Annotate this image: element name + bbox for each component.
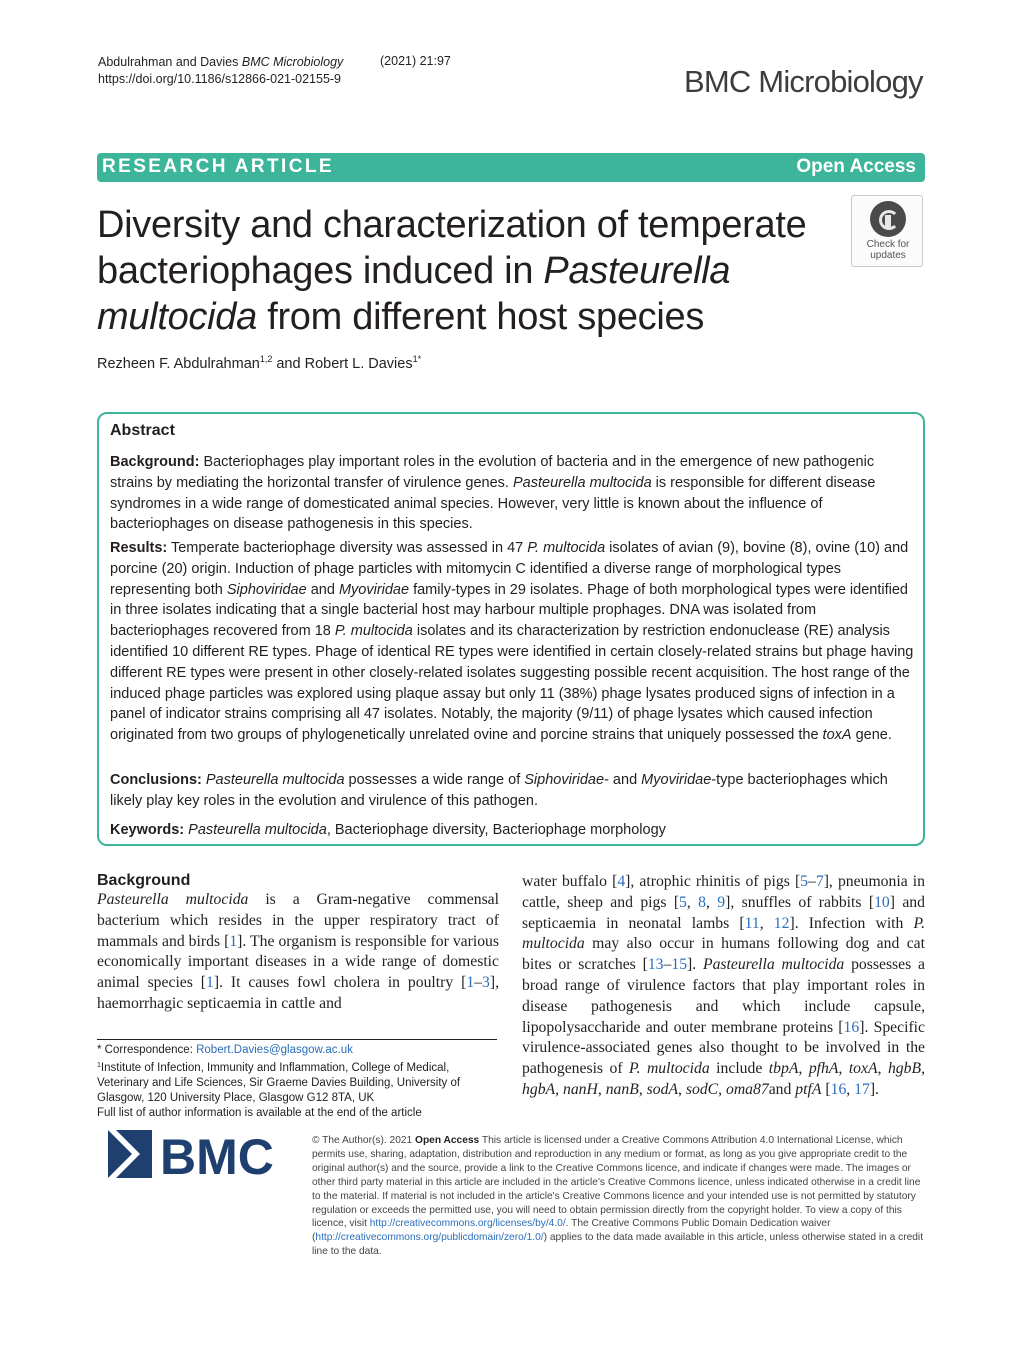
citation-link[interactable]: 7	[815, 873, 824, 890]
check-for-updates-badge[interactable]: Check for updates	[851, 195, 923, 267]
article-type: RESEARCH ARTICLE	[102, 156, 334, 177]
citation-link[interactable]: 15	[671, 956, 688, 974]
citation-link[interactable]: 3	[482, 974, 490, 992]
cc-by-license-link[interactable]: http://creativecommons.org/licenses/by/4.0/	[369, 1218, 566, 1230]
citation-link[interactable]: 1	[229, 932, 238, 950]
article-type-banner	[97, 153, 925, 182]
bmc-logo-text: BMC	[160, 1130, 274, 1178]
header-journal: BMC Microbiology	[241, 55, 344, 69]
header-year-volume: (2021) 21:97	[380, 54, 451, 68]
citation-link[interactable]: 16	[830, 1080, 847, 1098]
article-title: Diversity and characterization of temperate bacteriophages induced in Pasteurella multocida from different host species	[97, 204, 807, 338]
full-author-info-note: Full list of author information is available at the end of the article	[97, 1107, 422, 1119]
open-access-label: Open Access	[796, 156, 916, 177]
journal-logo: BMC Microbiology	[684, 64, 923, 99]
citation-link[interactable]: 1	[205, 974, 214, 992]
citation-link[interactable]: 5	[679, 893, 687, 911]
citation-link[interactable]: 4	[617, 873, 626, 890]
citation-link[interactable]: 5	[800, 873, 809, 890]
citation-link[interactable]: 1	[466, 974, 475, 992]
abstract-results: Results: Temperate bacteriophage diversity was assessed in 47 P. multocida isolates of avian (9), bovine (8), ovine (10) and porcine (20) origin. Induction of phage particles with mitomycin C identified a diverse range of morphological types representing both Siphoviridae and Myoviridae family-types in 29 isolates. Phage of both morphological types were identified in three isolates indicating that a single bacterial host may harbour multiple prophages. DNA was isolated from bacteriophages recovered from 18 P. multocida isolates and its characterization by restriction endonuclease (RE) analysis identified 10 different RE types. Phage of identical RE types were identified in certain closely-related strains but phage having different RE types were present in other closely-related isolates suggesting possible recent acquisition. The host range of the induced phage particles was explored using plaque assay but only 11 (38%) phage lysates produced signs of infection in a panel of indicator strains comprising all 47 isolates. Notably, the majority (9/11) of phage lysates which caused infection originated from two groups of phylogenetically unrelated ovine and porcine strains that uniquely possessed the toxA gene.	[110, 540, 914, 744]
citation-link[interactable]: 11	[744, 914, 760, 932]
citation-link[interactable]: 16	[843, 1018, 860, 1036]
section-title-background: Background	[97, 872, 191, 889]
header-authors: Abdulrahman and Davies	[98, 55, 239, 69]
license-statement: © The Author(s). 2021 Open Access This article is licensed under a Creative Commons Attribution 4.0 International License, which permits use, sharing, adaptation, distribution and reproduction in any medium or format, as long as you give appropriate credit to the original author(s) and the source, provide a link to the Creative Commons licence, and indicate if changes were made. The images or other third party material in this article are included in the article's Creative Commons licence, unless indicated otherwise in a credit line to the material. If material is not included in the article's Creative Commons licence and your intended use is not permitted by statutory regulation or exceeds the permitted use, you will need to obtain permission directly from the copyright holder. To view a copy of this licence, visit http://creativecommons.org/licenses/by/4.0/. The Creative Commons Public Domain Dedication waiver (http://creativecommons.org/publicdomain/zero/1.0/) applies to the data made available in this article, unless otherwise stated in a credit line to the data.	[312, 1135, 924, 1258]
header-doi[interactable]: https://doi.org/10.1186/s12866-021-02155-9	[98, 72, 342, 86]
author-list: Rezheen F. Abdulrahman$^{1,2}$ and Robert L. Davies$^{1*}$	[97, 354, 422, 372]
citation-link[interactable]: 9	[717, 893, 726, 911]
affiliation: $^1$Institute of Infection, Immunity and Inflammation, College of Medical, Veterinary and Life Sciences, Sir Graeme Davies Building, University of Glasgow, 120 University Place, Glasgow G12 8TA, UK	[97, 1062, 461, 1104]
running-header	[98, 54, 343, 88]
bmc-publisher-logo	[108, 1130, 288, 1178]
citation-link[interactable]: 10	[874, 893, 890, 911]
correspondence-email-link[interactable]: Robert.Davies@glasgow.ac.uk	[196, 1044, 353, 1056]
citation-link[interactable]: 13	[647, 956, 664, 974]
abstract-keywords: Keywords: Pasteurella multocida, Bacteriophage diversity, Bacteriophage morphology	[110, 822, 666, 838]
abstract-conclusions: Conclusions: Pasteurella multocida possesses a wide range of Siphoviridae- and Myoviridae-type bacteriophages which likely play key roles in the evolution and virulence of this pathogen.	[110, 772, 888, 809]
abstract-box	[97, 412, 925, 846]
citation-link[interactable]: 8	[698, 893, 707, 911]
abstract-background: Background: Bacteriophages play important roles in the evolution of bacteria and in the emergence of new pathogenic strains by mediating the horizontal transfer of virulence genes. Pasteurella multocida is responsible for different disease syndromes in a wide range of domesticated animal species. However, very little is known about the influence of bacteriophages on disease pathogenesis in this species.	[110, 454, 876, 533]
body-right-column: water buffalo [4], atrophic rhinitis of pigs [5–7], pneumonia in cattle, sheep and pigs [5, 8, 9], snuffles of rabbits [10] and septicaemia in neonatal lambs [11, 12]. Infection with P. multocida may also occur in humans following dog and cat bites or scratches [13–15]. Pasteurella multocida possesses a broad range of virulence factors that play important roles in disease pathogenesis and which include capsule, lipopolysaccharide and outer membrane proteins [16]. Specific virulence-associated genes also thought to be involved in the pathogenesis of P. multocida include tbpA, pfhA, toxA, hgbB, hgbA, nanH, nanB, sodA, sodC, oma87and ptfA [16, 17].	[522, 873, 926, 1098]
abstract-heading: Abstract	[110, 422, 175, 439]
check-for-updates-icon	[870, 201, 906, 237]
body-left-column: Pasteurella multocida is a Gram-negative commensal bacterium which resides in the upper respiratory tract of mammals and birds [1]. The organism is responsible for various economically important diseases in a wide range of domestic animal species [1]. It causes fowl cholera in poultry [1–3], haemorrhagic septicaemia in cattle and	[97, 891, 500, 1012]
footnote-divider	[97, 1039, 497, 1040]
footnotes: * Correspondence: Robert.Davies@glasgow.ac.uk $^1$Institute of Infection, Immunity and Inflammation, College of Medical, Veterinary and Life Sciences, Sir Graeme Davies Building, University of Glasgow, 120 University Place, Glasgow G12 8TA, UK Full list of author information is available at the end of the article	[97, 1043, 497, 1121]
citation-link[interactable]: 17	[854, 1080, 870, 1098]
cc0-waiver-link[interactable]: http://creativecommons.org/publicdomain/zero/1.0/	[315, 1232, 544, 1244]
citation-link[interactable]: 12	[773, 914, 790, 932]
